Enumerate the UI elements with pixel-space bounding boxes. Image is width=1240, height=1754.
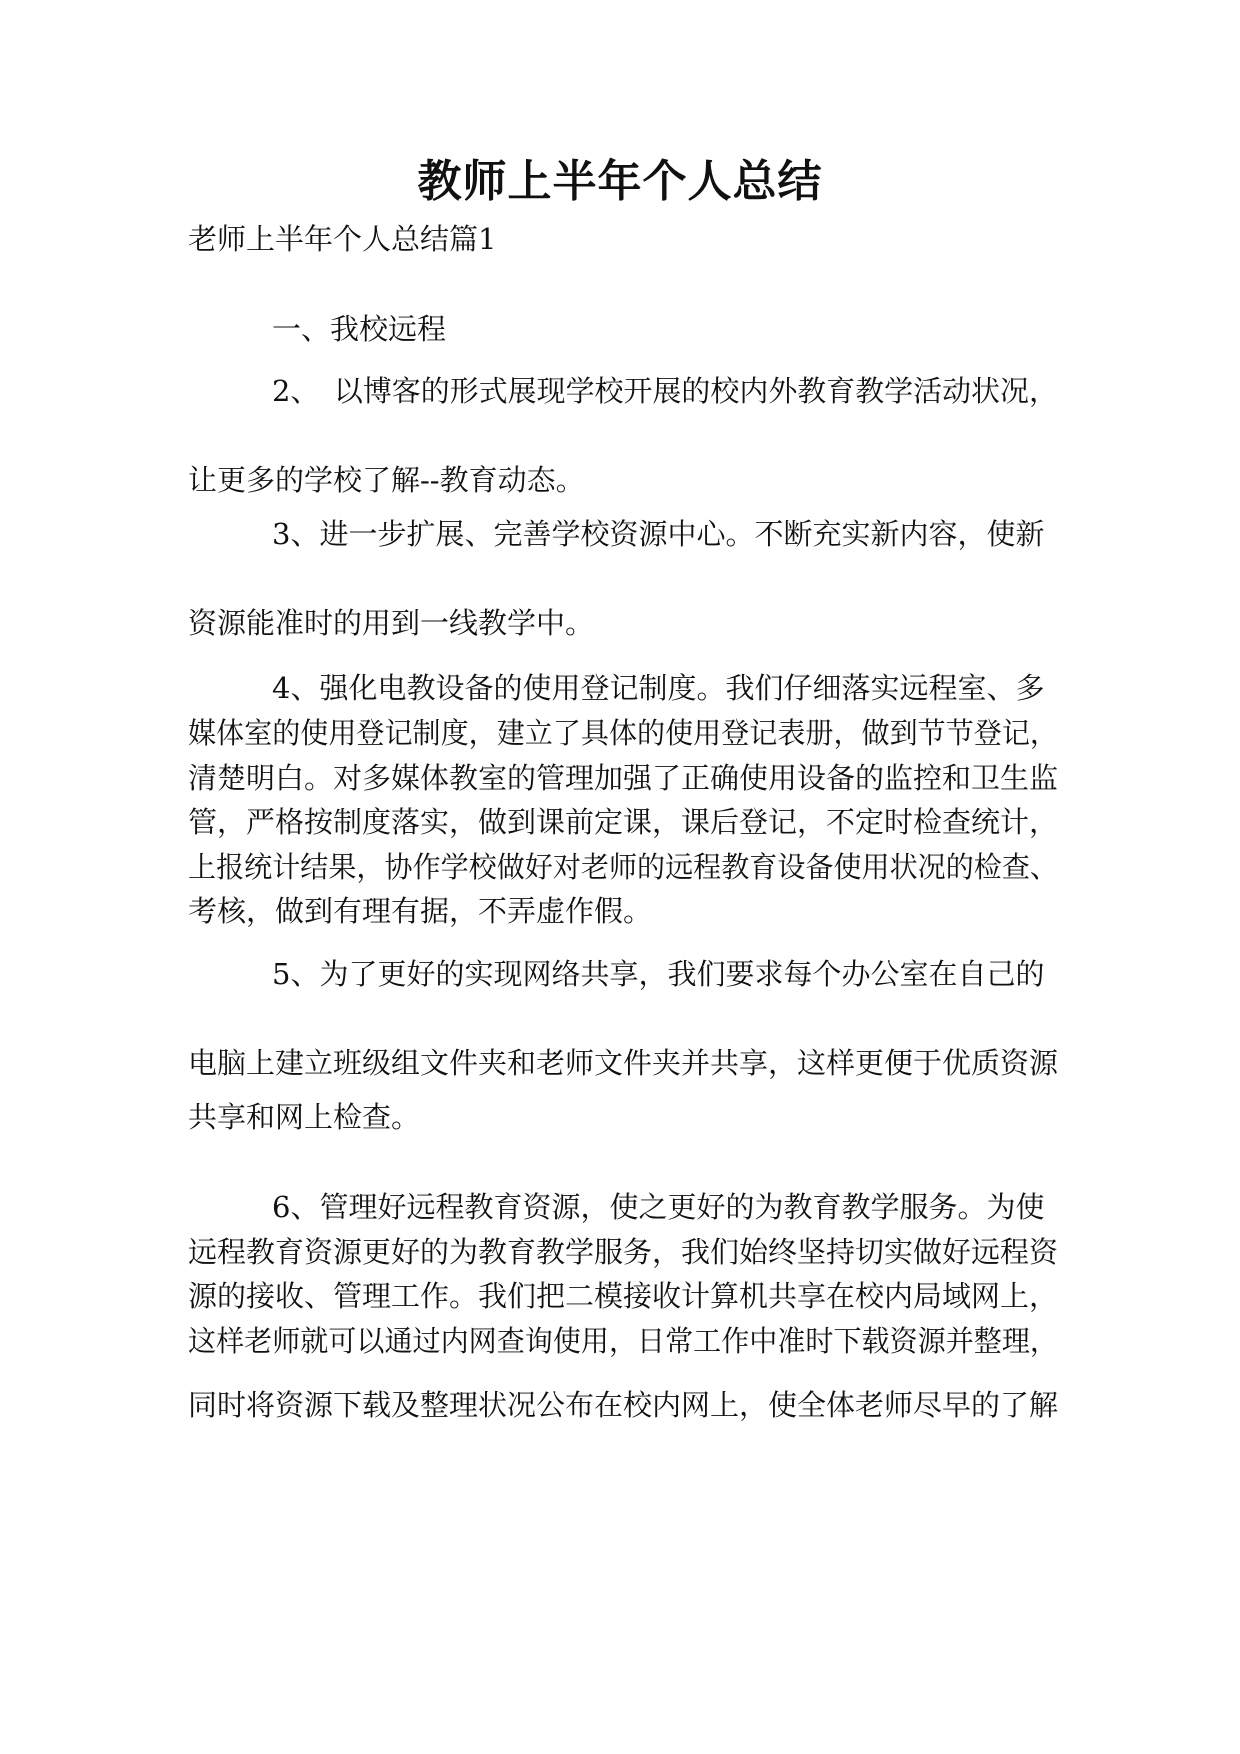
paragraph-line: 这样老师就可以通过内网查询使用，日常工作中准时下载资源并整理， <box>188 1324 1059 1358</box>
document-subtitle: 老师上半年个人总结篇1 <box>188 222 497 256</box>
paragraph-line: 远程教育资源更好的为教育教学服务，我们始终坚持切实做好远程资 <box>188 1235 1059 1269</box>
paragraph-line: 6、管理好远程教育资源，使之更好的为教育教学服务。为使 <box>272 1190 1045 1224</box>
paragraph-line: 媒体室的使用登记制度，建立了具体的使用登记表册，做到节节登记， <box>188 716 1059 750</box>
paragraph-line: 上报统计结果，协作学校做好对老师的远程教育设备使用状况的检查、 <box>188 850 1059 884</box>
paragraph-line: 同时将资源下载及整理状况公布在校内网上，使全体老师尽早的了解 <box>188 1388 1059 1422</box>
paragraph-line: 一、我校远程 <box>272 312 447 346</box>
paragraph-line: 让更多的学校了解--教育动态。 <box>188 463 585 497</box>
paragraph-line: 2、 以博客的形式展现学校开展的校内外教育教学活动状况， <box>272 374 1058 408</box>
paragraph-line: 电脑上建立班级组文件夹和老师文件夹并共享，这样更便于优质资源 <box>188 1046 1059 1080</box>
paragraph-line: 共享和网上检查。 <box>188 1100 421 1134</box>
paragraph-line: 管，严格按制度落实，做到课前定课，课后登记，不定时检查统计， <box>188 805 1059 839</box>
paragraph-line: 3、进一步扩展、完善学校资源中心。不断充实新内容，使新 <box>272 517 1045 551</box>
paragraph-line: 4、强化电教设备的使用登记制度。我们仔细落实远程室、多 <box>272 671 1045 705</box>
document-title: 教师上半年个人总结 <box>417 156 823 207</box>
paragraph-line: 源的接收、管理工作。我们把二模接收计算机共享在校内局域网上， <box>188 1279 1059 1313</box>
paragraph-line: 清楚明白。对多媒体教室的管理加强了正确使用设备的监控和卫生监 <box>188 761 1059 795</box>
paragraph-line: 5、为了更好的实现网络共享，我们要求每个办公室在自己的 <box>272 957 1045 991</box>
paragraph-line: 考核，做到有理有据，不弄虚作假。 <box>188 894 653 928</box>
paragraph-line: 资源能准时的用到一线教学中。 <box>188 606 595 640</box>
